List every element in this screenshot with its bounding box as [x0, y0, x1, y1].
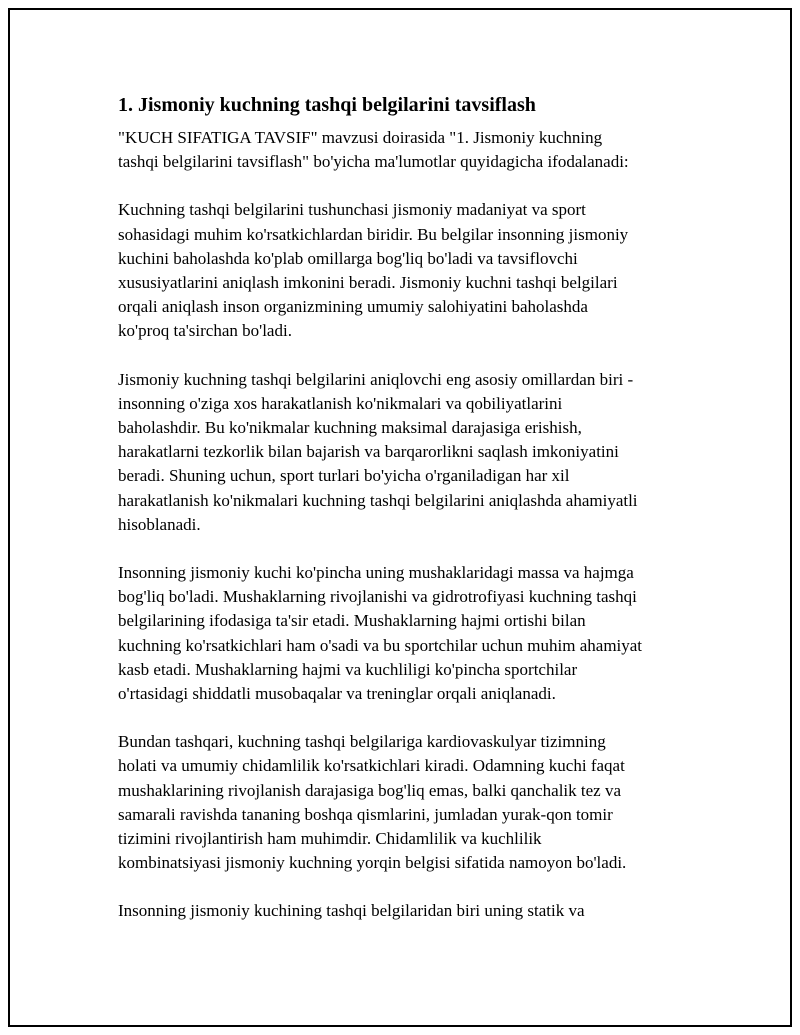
paragraph: Jismoniy kuchning tashqi belgilarini aniqlovchi eng asosiy omillardan biri - insonning o'ziga xos harakatlanish ko'nikmalari va qobiliyatlarini baholashdir. Bu ko'nikmalar kuchning maksimal darajasiga erishish, harakatlarni tezkorlik bilan bajarish va barqarorlikni saqlash imkoniyatini beradi. Shuning uchun, sport turlari bo'yicha o'rganiladigan har xil harakatlanish ko'nikmalari kuchning tashqi belgilarini aniqlashda ahamiyatli hisoblanadi.: [118, 369, 638, 534]
intro-paragraph: "KUCH SIFATIGA TAVSIF" mavzusi doirasida "1. Jismoniy kuchning tashqi belgilarini tavsiflash" bo'yicha ma'lumotlar quyidagicha ifodalanadi:: [118, 128, 629, 172]
section-heading: 1. Jismoniy kuchning tashqi belgilarini tavsiflash: [118, 94, 536, 116]
paragraph: Bundan tashqari, kuchning tashqi belgilariga kardiovaskulyar tizimning holati va umumiy chidamlilik ko'rsatkichlari kiradi. Odamning kuchi faqat mushaklarining rivojlanish darajasiga bog'liq emas, balki qanchalik tez va samarali ravishda tananing boshqa qismlarini, jumladan yurak-qon tomir tizimini rivojlantirish ham muhimdir. Chidamlilik va kuchlilik kombinatsiyasi jismoniy kuchning yorqin belgisi sifatida namoyon bo'ladi.: [118, 732, 627, 873]
paragraph: Insonning jismoniy kuchining tashqi belgilaridan biri uning statik va: [118, 901, 585, 921]
document-body: [118, 92, 693, 948]
paragraph: Kuchning tashqi belgilarini tushunchasi jismoniy madaniyat va sport sohasidagi muhim ko'rsatkichlardan biridir. Bu belgilar insonning jismoniy kuchini baholashda ko'plab omillarga bog'liq bo'ladi va tavsiflovchi xususiyatlarini aniqlash imkonini beradi. Jismoniy kuchni tashqi belgilari orqali aniqlash inson organizmining umumiy salohiyatini baholashda ko'proq ta'sirchan bo'ladi.: [118, 200, 629, 341]
paragraph: Insonning jismoniy kuchi ko'pincha uning mushaklaridagi massa va hajmga bog'liq bo'ladi. Mushaklarning rivojlanishi va gidrotrofiyasi kuchning tashqi belgilarining ifodasiga ta'sir etadi. Mushaklarning hajmi ortishi bilan kuchning ko'rsatkichlari ham o'sadi va bu sportchilar uchun muhim ahamiyat kasb etadi. Mushaklarning hajmi va kuchliligi ko'pincha sportchilar o'rtasidagi shiddatli musobaqalar va treninglar orqali aniqlanadi.: [118, 563, 643, 704]
